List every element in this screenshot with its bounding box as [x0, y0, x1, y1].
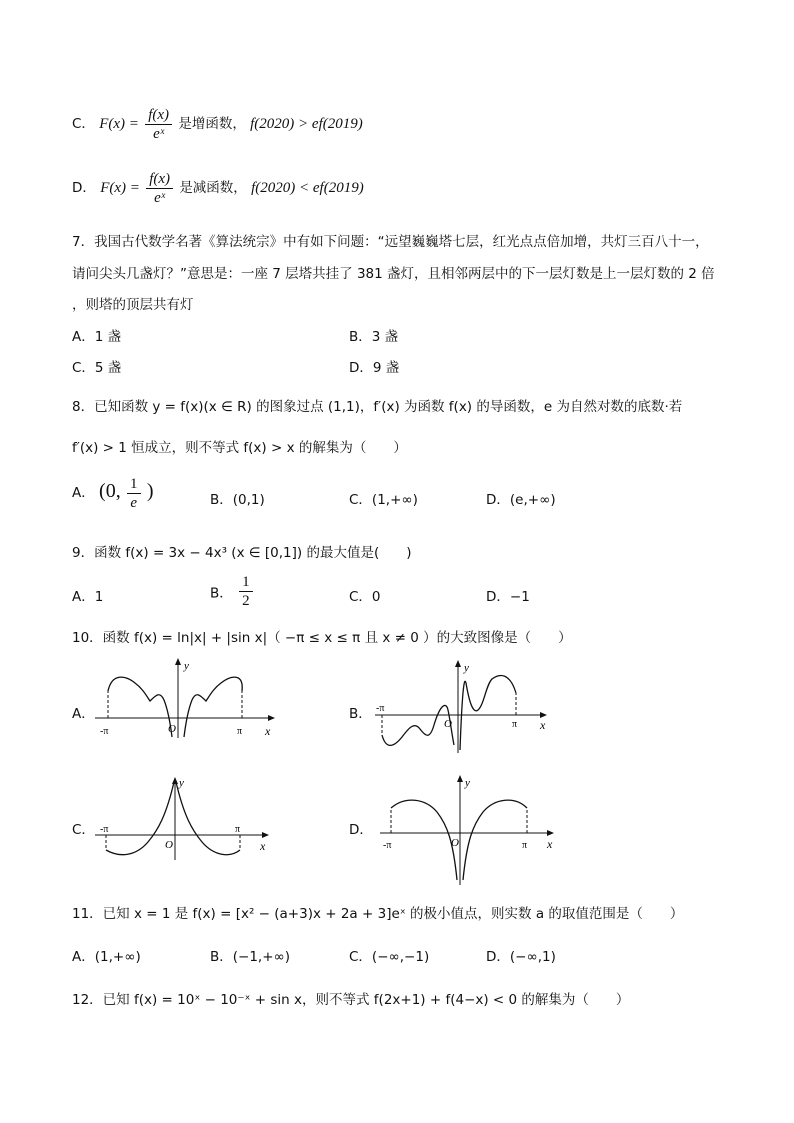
x-axis-label: x	[540, 718, 546, 732]
y-axis-label: y	[184, 660, 189, 672]
q11-option-d: D．(−∞,1)	[486, 949, 556, 965]
q8-option-d: D．(e,+∞)	[486, 492, 556, 508]
option-label: D．	[72, 180, 96, 196]
q7-option-d: D．9 盏	[349, 360, 400, 376]
graph-c	[90, 772, 280, 862]
option-label: C．	[72, 116, 95, 132]
numerator: f(x)	[146, 170, 173, 189]
option-label: A．	[72, 485, 95, 501]
q8-option-a	[72, 475, 153, 512]
description: 是增函数，	[178, 116, 246, 132]
denominator: e	[130, 495, 138, 511]
y-axis-label: y	[179, 777, 184, 789]
y-axis-label: y	[465, 777, 470, 789]
denominator: 2	[242, 593, 250, 609]
close-paren: )	[146, 480, 154, 502]
q8-option-b: B．(0,1)	[210, 492, 265, 508]
graph-b	[370, 655, 560, 755]
q10-stem: 10．函数 f(x) = ln|x| + |sin x|（ −π ≤ x ≤ π 且 x ≠ 0 ）的大致图像是（ ）	[72, 630, 572, 646]
q8-option-c: C．(1,+∞)	[349, 492, 418, 508]
q7-line-3: ，则塔的顶层共有灯	[72, 297, 194, 313]
x-axis-label: x	[547, 837, 553, 851]
q7-line-1: 7．我国古代数学名著《算法统宗》中有如下问题：“远望巍巍塔七层，红光点点倍加增，共灯三百八十一，	[72, 234, 709, 250]
denominator: eˣ	[154, 190, 166, 206]
q9-option-a: A．1	[72, 589, 104, 605]
lhs: F(x) =	[99, 116, 139, 132]
lhs: F(x) =	[100, 180, 140, 196]
pi-label: π	[235, 824, 241, 835]
q11-option-b: B．(−1,+∞)	[210, 949, 291, 965]
q11-option-c: C．(−∞,−1)	[349, 949, 430, 965]
graph-d	[375, 770, 565, 890]
q10-label-b: B．	[349, 706, 372, 722]
q6-option-c	[72, 106, 363, 143]
q9-stem: 9．函数 f(x) = 3x − 4x³ (x ∈ [0,1]) 的最大值是( )	[72, 545, 412, 561]
q7-option-c: C．5 盏	[72, 360, 122, 376]
pi-label: π	[237, 726, 243, 737]
fraction	[127, 475, 141, 512]
x-axis-label: x	[260, 839, 266, 853]
pi-label: π	[512, 719, 518, 730]
open-paren: (0,	[99, 480, 121, 502]
origin-label: O	[168, 723, 176, 735]
q10-label-d: D．	[349, 822, 373, 838]
option-label: B．	[210, 585, 233, 602]
q8-line-1: 8．已知函数 y = f(x)(x ∈ R) 的图象过点 (1,1)，f′(x) 为函数 f(x) 的导函数，e 为自然对数的底数·若	[72, 399, 683, 415]
y-axis-label: y	[464, 662, 469, 674]
q7-line-2: 请问尖头几盏灯？”意思是：一座 7 层塔共挂了 381 盏灯，且相邻两层中的下一层灯数是上一层灯数的 2 倍	[72, 266, 715, 282]
q7-option-b: B．3 盏	[349, 329, 399, 345]
q6-option-d	[72, 170, 364, 207]
fraction	[146, 170, 173, 207]
graph-a	[90, 655, 280, 740]
q7-option-a: A．1 盏	[72, 329, 122, 345]
q11-stem: 11．已知 x = 1 是 f(x) = [x² − (a+3)x + 2a + 3]eˣ 的极小值点，则实数 a 的取值范围是（ ）	[72, 906, 684, 922]
origin-label: O	[451, 837, 459, 849]
inequality: f(2020) > ef(2019)	[250, 116, 363, 132]
origin-label: O	[165, 839, 173, 851]
q9-option-b	[210, 573, 255, 610]
q10-label-c: C．	[72, 822, 95, 838]
fraction	[145, 106, 172, 143]
neg-pi-label: -π	[100, 824, 109, 835]
q12-stem: 12．已知 f(x) = 10ˣ − 10⁻ˣ + sin x，则不等式 f(2x+1) + f(4−x) < 0 的解集为（ ）	[72, 992, 630, 1008]
q10-label-a: A．	[72, 706, 95, 722]
numerator: 1	[239, 573, 253, 592]
pi-label: π	[522, 840, 528, 851]
neg-pi-label: -π	[383, 840, 392, 851]
numerator: f(x)	[145, 106, 172, 125]
q9-option-d: D．−1	[486, 589, 530, 605]
numerator: 1	[127, 475, 141, 494]
origin-label: O	[444, 718, 452, 730]
q11-option-a: A．(1,+∞)	[72, 949, 141, 965]
fraction	[239, 573, 253, 610]
denominator: eˣ	[153, 126, 165, 142]
neg-pi-label: -π	[376, 703, 385, 714]
neg-pi-label: -π	[100, 726, 109, 737]
q9-option-c: C．0	[349, 589, 381, 605]
inequality: f(2020) < ef(2019)	[251, 180, 364, 196]
q8-line-2: f′(x) > 1 恒成立，则不等式 f(x) > x 的解集为（ ）	[72, 440, 407, 456]
x-axis-label: x	[265, 724, 271, 738]
description: 是减函数，	[179, 180, 247, 196]
